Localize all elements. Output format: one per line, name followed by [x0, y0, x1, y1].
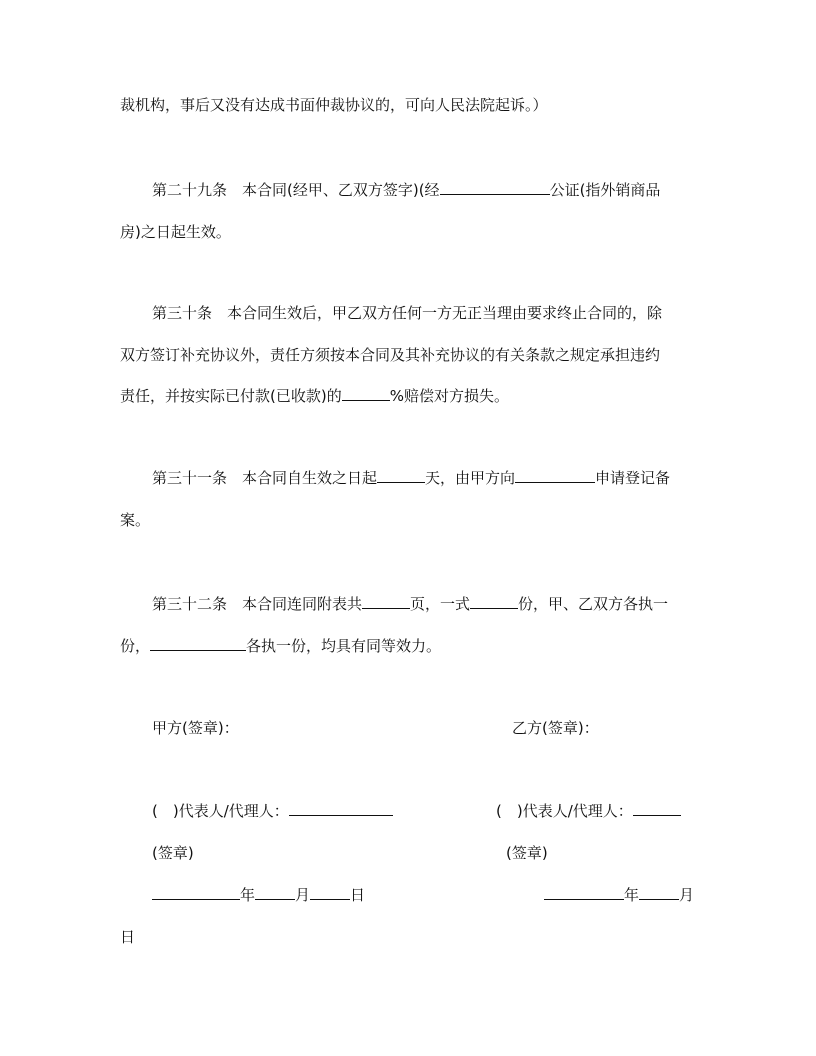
article-30-line-1: 第三十条 本合同生效后，甲乙双方任何一方无正当理由要求终止合同的，除	[152, 304, 663, 322]
blank-registry-office[interactable]	[515, 468, 595, 483]
blank-rep-b[interactable]	[633, 801, 681, 816]
party-a-label: 甲方(签章)：	[152, 719, 239, 737]
blank-year-a[interactable]	[152, 885, 240, 900]
blank-other-party[interactable]	[150, 636, 246, 651]
blank-pages[interactable]	[362, 594, 410, 609]
article-29-line-2: 房)之日起生效。	[120, 223, 231, 241]
party-a-seal: (签章)	[152, 844, 194, 862]
article-31-line-2: 案。	[120, 511, 151, 529]
party-a-representative: ( )代表人/代理人：	[152, 801, 393, 821]
blank-days[interactable]	[377, 468, 425, 483]
paragraph-continuation	[120, 95, 548, 115]
blank-copies[interactable]	[470, 594, 518, 609]
blank-day-a[interactable]	[310, 885, 350, 900]
blank-rep-a[interactable]	[289, 801, 393, 816]
blank-month-b[interactable]	[639, 885, 679, 900]
article-30-line-2: 双方签订补充协议外，责任方须按本合同及其补充协议的有关条款之规定承担违约	[120, 346, 661, 364]
text-line: 裁机构，事后又没有达成书面仲裁协议的，可向人民法院起诉。）	[120, 96, 548, 114]
party-b-date: 年 月	[544, 885, 694, 905]
blank-percent[interactable]	[342, 386, 390, 401]
party-b-seal: (签章)	[506, 844, 548, 862]
article-32-line-2: 份， 各执一份，均具有同等效力。	[120, 637, 442, 655]
article-29-line-1: 第二十九条 本合同(经甲、乙双方签字)(经 公证(指外销商品	[152, 181, 661, 199]
party-b-representative: ( )代表人/代理人：	[496, 801, 681, 821]
party-b-date-day: 日	[120, 928, 136, 946]
party-b-label: 乙方(签章)：	[512, 719, 599, 737]
blank-notary-office[interactable]	[440, 180, 550, 195]
article-30-line-3: 责任，并按实际已付款(已收款)的 %赔偿对方损失。	[120, 387, 509, 405]
blank-month-a[interactable]	[255, 885, 295, 900]
party-a-date: 年 月 日	[152, 885, 365, 905]
article-31-line-1: 第三十一条 本合同自生效之日起 天，由甲方向 申请登记备	[152, 469, 671, 487]
article-32-line-1: 第三十二条 本合同连同附表共 页，一式 份，甲、乙双方各执一	[152, 595, 669, 613]
blank-year-b[interactable]	[544, 885, 624, 900]
